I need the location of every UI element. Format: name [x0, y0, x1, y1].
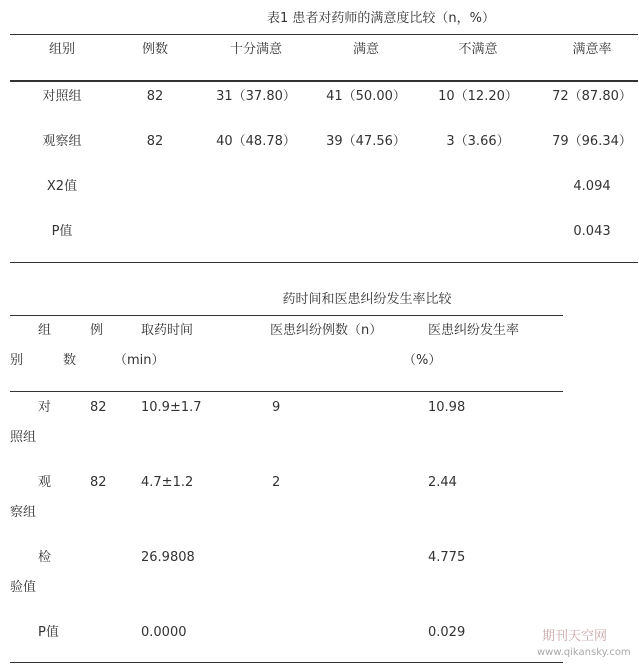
table2-header-rate-line2: （%） — [403, 353, 442, 368]
table1-row2-satisfied: 39（47.56） — [326, 134, 406, 149]
table2-row1-count: 82 — [90, 400, 107, 415]
table2-header-count-line2: 数 — [63, 353, 77, 368]
table2-header-rate-line1: 医患纠纷发生率 — [428, 323, 520, 338]
table1-header-rule — [10, 80, 638, 82]
table1-row1-group: 对照组 — [42, 89, 82, 104]
table1-row2-unsatisfied: 3（3.66） — [446, 134, 510, 149]
table2-row3-rate: 4.775 — [428, 550, 466, 565]
watermark-url: www.qikansky.com — [537, 647, 631, 658]
table2-header-count-line1: 例 — [90, 323, 104, 338]
table1-row1-unsatisfied: 10（12.20） — [438, 89, 518, 104]
table1-header-count: 例数 — [141, 42, 169, 57]
table1-x2-label: X2值 — [46, 179, 78, 194]
table2-header-cases: 医患纠纷例数（n） — [270, 323, 383, 338]
table1-row1-satisfaction-rate: 72（87.80） — [552, 89, 632, 104]
table1-p-value: 0.043 — [573, 224, 611, 239]
table2-header-time-line1: 取药时间 — [141, 323, 194, 338]
table2-row1-group-line1: 对 — [38, 400, 52, 415]
watermark-name: 期刊天空网 — [542, 629, 608, 644]
table2-header-group-line1: 组 — [38, 323, 52, 338]
table1-row2-very-satisfied: 40（48.78） — [216, 134, 296, 149]
table2-row2-group-line1: 观 — [38, 475, 52, 490]
table2-row1-cases: 9 — [272, 400, 281, 415]
table1-x2-value: 4.094 — [573, 179, 611, 194]
table1-row2-count: 82 — [146, 134, 164, 149]
table2-row2-rate: 2.44 — [428, 475, 457, 490]
table1-row1-very-satisfied: 31（37.80） — [216, 89, 296, 104]
table1-header-satisfied: 满意 — [352, 42, 380, 57]
table1-p-label: P值 — [51, 224, 73, 239]
table1-row1-count: 82 — [146, 89, 164, 104]
table2-header-rule — [10, 391, 563, 392]
table2-row1-group-line2: 照组 — [10, 430, 37, 445]
table1-header-unsatisfied: 不满意 — [458, 42, 498, 57]
table2-row2-count: 82 — [90, 475, 107, 490]
table2-bottom-rule — [10, 662, 563, 663]
table2-header-time-line2: （min） — [114, 353, 165, 368]
table2-row2-cases: 2 — [272, 475, 281, 490]
table2-header-group-line2: 别 — [10, 353, 24, 368]
table2-top-rule — [10, 315, 563, 316]
table1-header-very-satisfied: 十分满意 — [229, 42, 283, 57]
table1-title: 表1 患者对药师的满意度比较（n，%） — [267, 11, 495, 26]
table1-row2-group: 观察组 — [42, 134, 82, 149]
table2-row2-time: 4.7±1.2 — [141, 475, 194, 490]
table2-row3-group-line1: 检 — [38, 550, 52, 565]
table2-row1-time: 10.9±1.7 — [141, 400, 202, 415]
table2-row4-rate: 0.029 — [428, 625, 466, 640]
table2-title: 药时间和医患纠纷发生率比较 — [282, 292, 452, 307]
table1-row1-satisfied: 41（50.00） — [326, 89, 406, 104]
table1-header-satisfaction-rate: 满意率 — [572, 42, 612, 57]
table1-row2-satisfaction-rate: 79（96.34） — [552, 134, 632, 149]
table1-header-group: 组别 — [48, 42, 76, 57]
table2-row3-time: 26.9808 — [141, 550, 195, 565]
table1-bottom-rule — [10, 262, 638, 263]
table2-row2-group-line2: 察组 — [10, 505, 37, 520]
table2-row3-group-line2: 验值 — [10, 580, 37, 595]
table2-row4-time: 0.0000 — [141, 625, 187, 640]
table2-row4-group: P值 — [38, 625, 59, 640]
table2-row1-rate: 10.98 — [428, 400, 466, 415]
table1-top-rule — [10, 34, 638, 35]
